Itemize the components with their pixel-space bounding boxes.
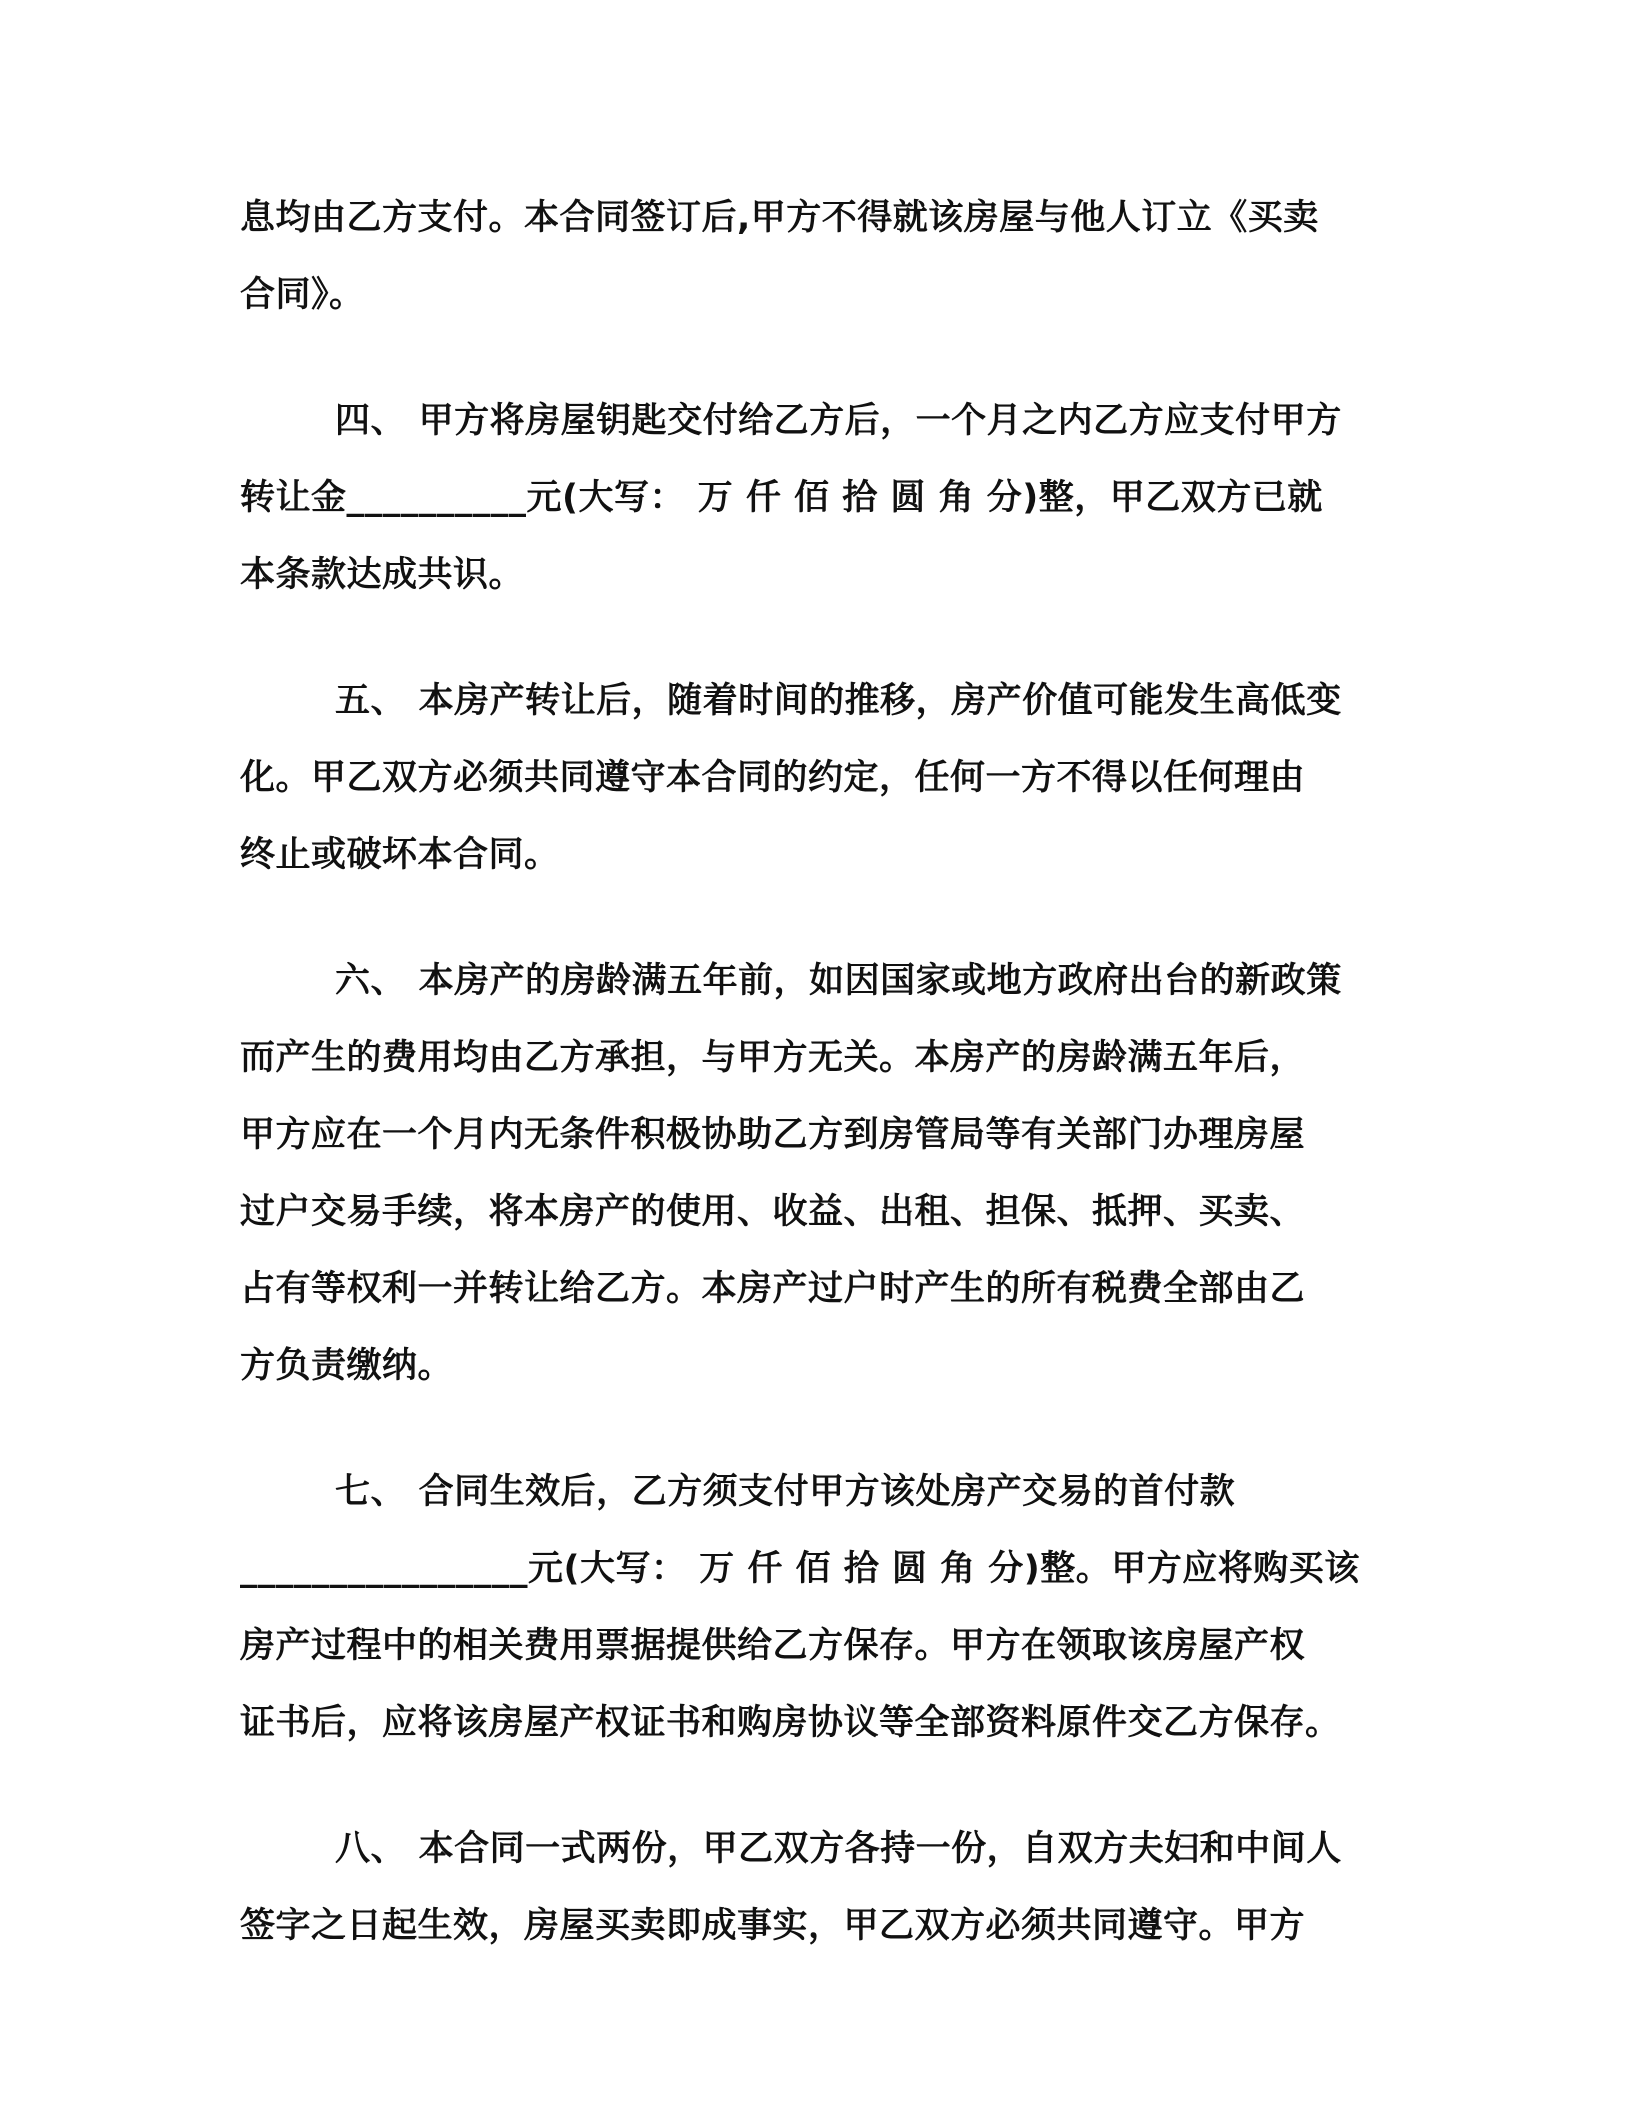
text-line: 占有等权利一并转让给乙方。本房产过户时产生的所有税费全部由乙	[240, 1269, 1306, 1309]
clause-4	[240, 383, 1385, 614]
text-line: 证书后，应将该房屋产权证书和购房协议等全部资料原件交乙方保存。	[240, 1703, 1341, 1743]
clause-6-heading-line: 六、 本房产的房龄满五年前，如因国家或地方政府出台的新政策	[335, 961, 1342, 1001]
text-line: 本条款达成共识。	[240, 555, 525, 595]
clause-3-continuation	[240, 180, 1385, 334]
text-line: 终止或破坏本合同。	[240, 835, 560, 875]
text-line: 甲方应在一个月内无条件积极协助乙方到房管局等有关部门办理房屋	[240, 1115, 1306, 1155]
clause-5-heading-line: 五、 本房产转让后，随着时间的推移，房产价值可能发生高低变	[335, 681, 1342, 721]
text-line: 过户交易手续，将本房产的使用、收益、出租、担保、抵押、买卖、	[240, 1192, 1306, 1232]
clause-8-heading-line: 八、 本合同一式两份，甲乙双方各持一份，自双方夫妇和中间人	[335, 1829, 1342, 1869]
text-line: 合同》。	[240, 275, 365, 315]
clause-4-heading-line: 四、 甲方将房屋钥匙交付给乙方后，一个月之内乙方应支付甲方	[335, 401, 1342, 441]
text-line: 方负责缴纳。	[240, 1346, 454, 1386]
clause-7-heading-line: 七、 合同生效后，乙方须支付甲方该处房产交易的首付款	[335, 1472, 1236, 1512]
clause-7	[240, 1454, 1385, 1762]
text-line: ________________元(大写： 万 仟 佰 拾 圆 角 分)整。甲方应将购买该	[240, 1549, 1360, 1589]
text-line: 而产生的费用均由乙方承担，与甲方无关。本房产的房龄满五年后，	[240, 1038, 1306, 1078]
text-line: 转让金__________元(大写： 万 仟 佰 拾 圆 角 分)整，甲乙双方已就	[240, 478, 1323, 518]
text-line: 房产过程中的相关费用票据提供给乙方保存。甲方在领取该房屋产权	[240, 1626, 1306, 1666]
contract-body	[240, 180, 1385, 1965]
clause-6	[240, 943, 1385, 1405]
text-line: 息均由乙方支付。本合同签订后,甲方不得就该房屋与他人订立《买卖	[240, 198, 1319, 238]
clause-5	[240, 663, 1385, 894]
text-line: 签字之日起生效，房屋买卖即成事实，甲乙双方必须共同遵守。甲方	[240, 1906, 1306, 1946]
text-line: 化。甲乙双方必须共同遵守本合同的约定，任何一方不得以任何理由	[240, 758, 1306, 798]
clause-8	[240, 1811, 1385, 1965]
